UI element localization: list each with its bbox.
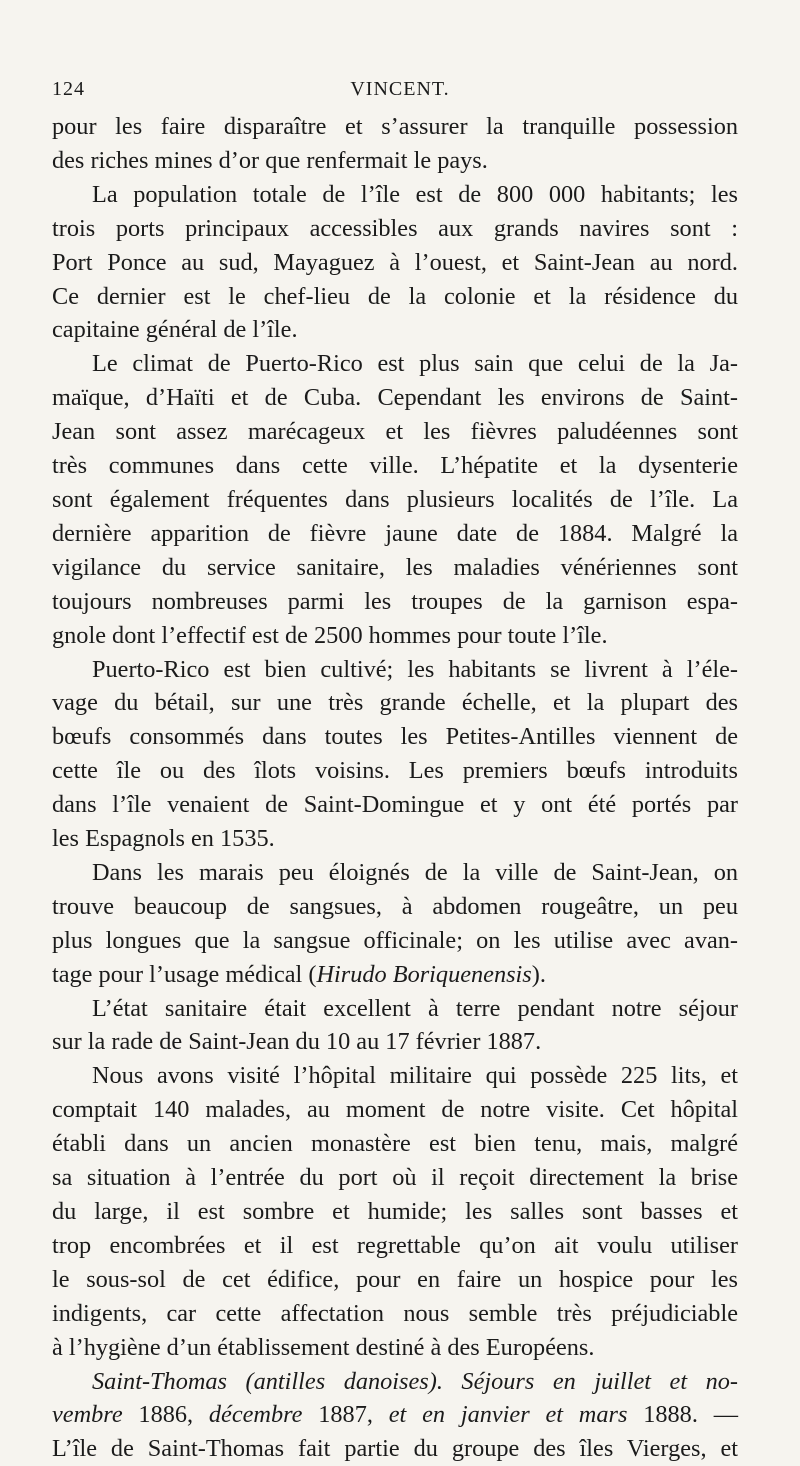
text-segment: Nous avons visité l’hôpital militaire qui possède 225 lits, et	[92, 1062, 738, 1090]
text-line	[52, 822, 738, 856]
text-segment: maïque, d’Haïti et de Cuba. Cependant les environs de Saint-	[52, 384, 738, 412]
text-segment: Ce dernier est le chef-lieu de la colonie et la résidence du	[52, 282, 738, 310]
text-line	[52, 958, 738, 992]
text-line	[52, 449, 738, 483]
text-line	[52, 1229, 738, 1263]
text-segment: gnole dont l’effectif est de 2500 hommes pour toute l’île.	[52, 621, 608, 649]
text-segment: trop encombrées et il est regrettable qu’on ait voulu utiliser	[52, 1231, 738, 1259]
text-line	[52, 754, 738, 788]
text-line	[52, 890, 738, 924]
text-line	[52, 280, 738, 314]
text-segment: L’état sanitaire était excellent à terre pendant notre séjour	[92, 994, 738, 1022]
text-segment: vage du bétail, sur une très grande échelle, et la plupart des	[52, 689, 738, 717]
text-line	[52, 1263, 738, 1297]
text-segment: Le climat de Puerto-Rico est plus sain que celui de la Ja-	[92, 350, 738, 378]
text-segment: dernière apparition de fièvre jaune date de 1884. Malgré la	[52, 519, 738, 547]
text-line	[52, 720, 738, 754]
text-line	[52, 1059, 738, 1093]
text-segment: Puerto-Rico est bien cultivé; les habitants se livrent à l’éle-	[92, 655, 738, 683]
text-segment: capitaine général de l’île.	[52, 316, 298, 344]
text-line	[52, 686, 738, 720]
text-line	[52, 619, 738, 653]
text-segment: L’île de Saint-Thomas fait partie du groupe des îles Vierges, et	[52, 1435, 738, 1463]
text-segment: vigilance du service sanitaire, les maladies vénériennes sont	[52, 553, 738, 581]
text-line	[52, 1297, 738, 1331]
text-segment: dans l’île venaient de Saint-Domingue et y ont été portés par	[52, 791, 738, 819]
text-line	[52, 144, 738, 178]
text-line	[52, 212, 738, 246]
text-segment: indigents, car cette affectation nous semble très préjudiciable	[52, 1299, 738, 1327]
text-line	[52, 924, 738, 958]
text-line	[52, 1331, 738, 1365]
text-line	[52, 517, 738, 551]
text-line	[52, 788, 738, 822]
text-segment: des riches mines d’or que renfermait le pays.	[52, 146, 488, 174]
text-line	[52, 992, 738, 1026]
text-line	[52, 653, 738, 687]
text-line	[52, 1127, 738, 1161]
body-text	[52, 110, 738, 1466]
text-line	[52, 110, 738, 144]
text-line	[52, 1161, 738, 1195]
text-segment: cette île ou des îlots voisins. Les premiers bœufs introduits	[52, 757, 738, 785]
text-line	[52, 415, 738, 449]
text-line	[52, 1365, 738, 1399]
running-head: VINCENT.	[350, 78, 450, 100]
text-segment: plus longues que la sangsue officinale; on les utilise avec avan-	[52, 926, 738, 954]
text-line	[52, 551, 738, 585]
text-segment: le sous-sol de cet édifice, pour en faire un hospice pour les	[52, 1265, 738, 1293]
text-segment: ).	[531, 960, 546, 988]
text-segment: La population totale de l’île est de 800 000 habitants; les	[92, 180, 738, 208]
text-segment: les Espagnols en 1535.	[52, 825, 275, 853]
text-segment: bœufs consommés dans toutes les Petites-Antilles viennent de	[52, 723, 738, 751]
text-line	[52, 1093, 738, 1127]
text-line	[52, 483, 738, 517]
text-segment: sur la rade de Saint-Jean du 10 au 17 février 1887.	[52, 1028, 542, 1056]
text-line	[52, 1432, 738, 1466]
italic-text: Hirudo Boriquenensis	[316, 960, 532, 988]
page-number: 124	[52, 78, 85, 100]
text-segment: très communes dans cette ville. L’hépatite et la dysenterie	[52, 452, 738, 480]
text-segment: 1888. —	[627, 1401, 739, 1429]
text-line	[52, 1025, 738, 1059]
text-segment: comptait 140 malades, au moment de notre visite. Cet hôpital	[52, 1096, 738, 1124]
text-segment: sa situation à l’entrée du port où il reçoit directement la brise	[52, 1164, 738, 1192]
page-header	[52, 78, 748, 106]
text-segment: 1887,	[302, 1401, 389, 1429]
text-segment: établi dans un ancien monastère est bien tenu, mais, malgré	[52, 1130, 738, 1158]
italic-text: Saint-Thomas (antilles danoises). Séjours en juillet et no-	[92, 1367, 738, 1395]
text-line	[52, 1195, 738, 1229]
text-segment: Jean sont assez marécageux et les fièvres paludéennes sont	[52, 418, 738, 446]
text-segment: sont également fréquentes dans plusieurs localités de l’île. La	[52, 485, 738, 513]
text-line	[52, 585, 738, 619]
text-line	[52, 246, 738, 280]
text-segment: à l’hygiène d’un établissement destiné à des Européens.	[52, 1333, 595, 1361]
text-line	[52, 856, 738, 890]
text-segment: trois ports principaux accessibles aux grands navires sont :	[52, 214, 738, 242]
text-segment: trouve beaucoup de sangsues, à abdomen rougeâtre, un peu	[52, 892, 738, 920]
text-segment: toujours nombreuses parmi les troupes de la garnison espa-	[52, 587, 738, 615]
text-line	[52, 1398, 738, 1432]
italic-text: vembre	[52, 1401, 123, 1429]
text-line	[52, 178, 738, 212]
text-segment: Port Ponce au sud, Mayaguez à l’ouest, et Saint-Jean au nord.	[52, 248, 738, 276]
text-line	[52, 347, 738, 381]
italic-text: décembre	[208, 1401, 303, 1429]
text-line	[52, 381, 738, 415]
text-segment: pour les faire disparaître et s’assurer la tranquille possession	[52, 113, 738, 140]
text-segment: du large, il est sombre et humide; les salles sont basses et	[52, 1198, 738, 1225]
text-segment: tage pour l’usage médical (	[52, 960, 317, 988]
text-segment: Dans les marais peu éloignés de la ville de Saint-Jean, on	[92, 858, 738, 886]
italic-text: et en janvier et mars	[388, 1401, 628, 1429]
text-segment: 1886,	[122, 1401, 209, 1429]
text-line	[52, 313, 738, 347]
